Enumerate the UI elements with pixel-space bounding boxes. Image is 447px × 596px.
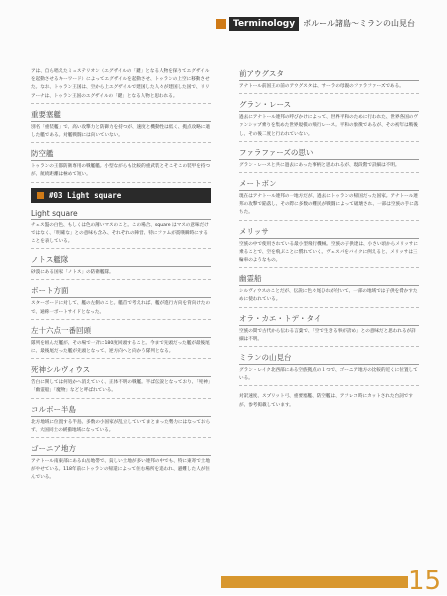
page-number-bar (221, 576, 408, 588)
entry-body: 空族の中で使用されている最小型飛行機械。空族の子供達は、小さい頃からメリッサに乗ることで、空を飛ぶことに慣れていく。ヴェスパをバイクに例えると、メリッサは三輪車のようなもの。 (239, 241, 419, 269)
glossary-entry (31, 443, 211, 485)
header-square-icon (216, 19, 226, 29)
entry-body: グラン・レイク北西部にある空族拠点の１つで、ゴーニア地方の比較的近くに位置している。 (239, 367, 419, 386)
entry-body: 告白に関しては何処かへ消えていく、正体不明の戦艦。半ば伝説となっており、「死神」「幽霊船」「魔物」などと呼ばれている。 (31, 379, 211, 398)
entry-body: 砂漠にある国家「ノトス」の防衛艦隊。 (31, 269, 211, 280)
entry-title: 幽霊船 (239, 273, 419, 286)
page-number: 15 (408, 566, 442, 596)
glossary-entry (239, 226, 419, 269)
entry-body: 空族の間で古代から伝わる言葉で、「空で生きる事が誇め」との意味だと思われるが詳細は不明。 (239, 328, 419, 347)
entry-body: 現在はアナトール連邦の一地方だが、過去にトゥランの帰国だった国家。アナトール連邦の攻撃で陥落し、その際に多数の難民が戦闘によって破壊され、一部は空族の手に落ちた。 (239, 193, 419, 221)
entry-title: 前アウグスタ (239, 68, 419, 81)
glossary-entry (239, 99, 419, 142)
left-column (31, 68, 211, 490)
glossary-entry (239, 178, 419, 221)
entry-body: スターボードに対して、艦の左側のこと。艦首で考えれば、艦が進行方向を背向けたので、通称一ボートサイドとなった。 (31, 300, 211, 319)
entry-body: アナトール前国王の前のアウグスタは、サーラの母親のファラファーズである。 (239, 83, 419, 94)
entry-body: アは、自ら唱えたミュステリオン（エグザイルの「鍵」となる人物を探りてエグザイルを起動させるキーワード）によってエグザイルを起動させ、トゥランの上空に移動させた。なお、トゥラン王国は、空から上エグザイルで建国した人々が建国した国で、リリアーナは、トゥラン王国のエグザイルの「鍵」となる人物と思われる。 (31, 68, 211, 104)
glossary-entry (239, 352, 419, 386)
glossary-entry (239, 273, 419, 307)
entry-title: コルボー半島 (31, 404, 211, 417)
entry-title: メリッサ (239, 226, 419, 239)
entry-body: グラン・レースと共に過去にあった事柄と思われるが、現段階で詳細は不明。 (239, 162, 419, 173)
entry-title: Light square (31, 209, 211, 220)
entry-title: オラ・カエ・トデ・タイ (239, 313, 419, 326)
glossary-entry (31, 148, 211, 182)
section-banner (31, 188, 211, 203)
glossary-entry (31, 285, 211, 319)
entry-title: グラン・レース (239, 99, 419, 112)
entry-body: 北方地域に位置する半島。多数の小国家が乱立していてまとまった勢力にはなっておらず、大国同士の緩衝地域になっている。 (31, 419, 211, 438)
entry-body: 別名「重装艦」で、高い攻撃力と防御力を持つが、速度と機動性は低く、拠点攻略に適した艦である。対艦戦闘には向いていない。 (31, 124, 211, 143)
entry-title: メートボン (239, 178, 419, 191)
glossary-entry (239, 68, 419, 94)
entry-body: アナトール南東部にある山岳地帯で、貧しい土地が多い連邦の中でも、特に東寄で土地がやせている。118年前にトゥランの帰還によって住む場所を追われ、避難した人が住んでいる。 (31, 459, 210, 481)
glossary-entry (31, 109, 211, 143)
header-subtitle: ボルール諸島～ミランの山見台 (303, 19, 415, 28)
entry-body: 隊列を組んだ艦が、その場で一斉に180度回頭すること。今まで先頭だった艦が最後尾に、最後尾だった艦が先頭となって、逆方向へと向かう隊列となる。 (31, 340, 211, 359)
glossary-entry (31, 364, 211, 398)
entry-title: 重要塞艦 (31, 109, 211, 122)
glossary-entry (31, 254, 211, 280)
glossary-entry (31, 404, 211, 438)
entry-title: ファラファーズの思い (239, 147, 419, 160)
entry-body: シルヴィウスのことだが、伝説に色々尾ひれが付いて、一部の地域では子供を脅かすために使われている。 (239, 288, 419, 307)
entry-title: ミランの山見台 (239, 352, 419, 365)
entry-title: ノトス艦隊 (31, 254, 211, 267)
entry-body: 過去にアナトール連邦の呼びかけによって、世界平和のために行われた、世界各国のヴァンシップ乗りを集めた世界規模の飛行レース。平和の象徴であるが、その初年は戦後し、その後二度と行われていない。 (239, 114, 419, 142)
glossary-entry (239, 313, 419, 347)
glossary-entry (31, 325, 211, 359)
footnote: 対訳速度、スプリット弓、重要塞艦、防空艦は、アフレコ時にカットされた台詞ですが、参考掲載しています。 (239, 394, 413, 408)
entry-title: 左十六点一番回頭 (31, 325, 211, 338)
entry-title: ボート方面 (31, 285, 211, 298)
header-term: Terminology (229, 17, 299, 31)
entry-title: 防空艦 (31, 148, 211, 161)
section-banner-label: #03 Light square (49, 190, 122, 200)
page-header (216, 15, 442, 32)
entry-body: チェス盤の白色、もしくは色の薄いマスのこと。この場合、square はマスの意味だけではなく、「明確な」との意味も含み、それぞれの陣営、特にファムが賞嘆瞬時にすることを表している。 (31, 222, 211, 250)
entry-title: 死神シルヴィウス (31, 364, 211, 377)
glossary-entry (239, 147, 419, 173)
entry-title: ゴーニア地方 (31, 443, 211, 456)
glossary-entry (31, 68, 211, 104)
glossary-entry (31, 209, 211, 250)
banner-square-icon (37, 192, 44, 199)
right-column (239, 68, 419, 410)
entry-body: トゥランの王都防衛専用の戦艦艦。小型ながらも比較的重武装とそこそこの装甲を持つが、航続距離は極めて短い。 (31, 163, 211, 182)
